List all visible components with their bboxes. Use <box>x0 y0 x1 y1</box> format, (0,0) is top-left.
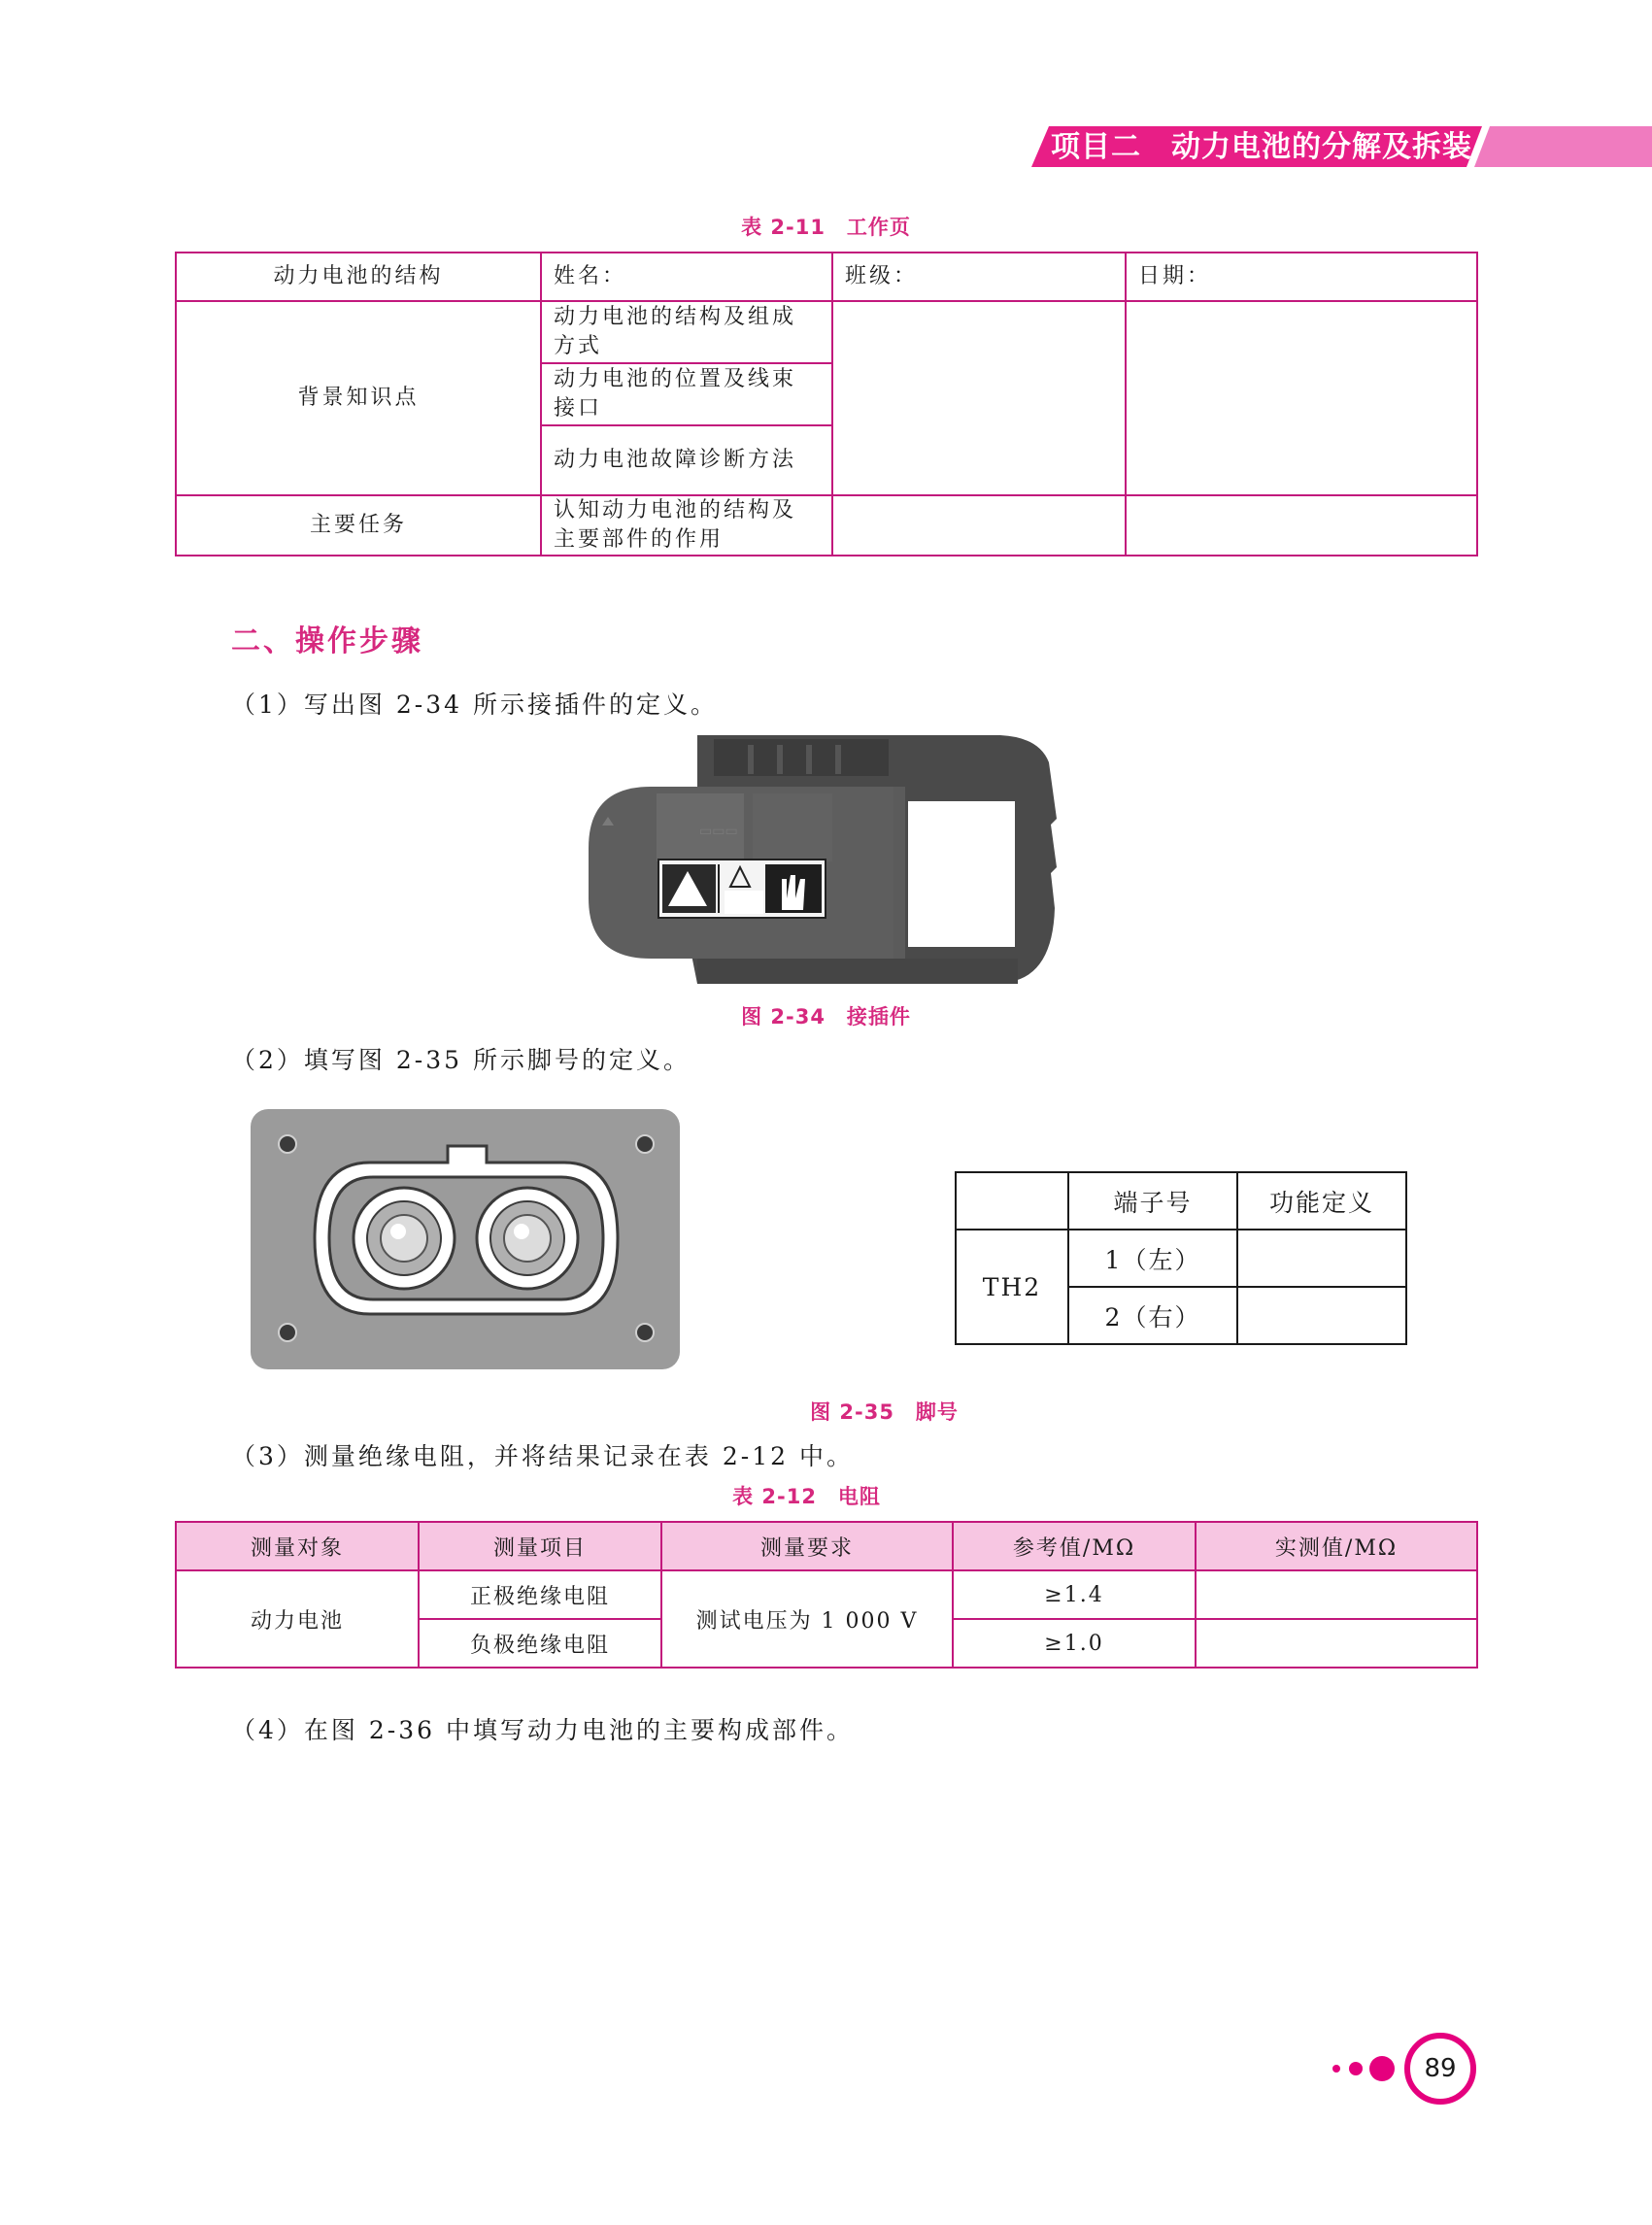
date-field-label[interactable]: 日期： <box>1126 253 1477 301</box>
resistance-header-item: 测量项目 <box>419 1522 661 1570</box>
pin-table-corner <box>956 1172 1068 1230</box>
background-item: 动力电池故障诊断方法 <box>541 425 832 495</box>
main-task-text: 认知动力电池的结构及主要部件的作用 <box>541 495 832 556</box>
measured-value-blank[interactable] <box>1196 1619 1477 1668</box>
worksheet-subject: 动力电池的结构 <box>176 253 541 301</box>
background-knowledge-label: 背景知识点 <box>176 301 541 495</box>
table-2-12-caption: 表 2-12 电阻 <box>732 1485 881 1508</box>
pin-definition-table <box>955 1171 1407 1345</box>
step-1: （1）写出图 2-34 所示接插件的定义。 <box>231 691 718 719</box>
project-banner <box>1031 126 1652 167</box>
step-3: （3）测量绝缘电阻，并将结果记录在表 2-12 中。 <box>231 1442 854 1470</box>
table-2-11-caption: 表 2-11 工作页 <box>741 216 911 239</box>
step-2: （2）填写图 2-35 所示脚号的定义。 <box>231 1046 691 1074</box>
figure-2-35-caption: 图 2-35 脚号 <box>810 1400 959 1424</box>
task-blank-cell[interactable] <box>1126 495 1477 556</box>
measured-value-blank[interactable] <box>1196 1570 1477 1619</box>
pin-table-connector-label: TH2 <box>956 1230 1068 1344</box>
class-field-label[interactable]: 班级： <box>832 253 1126 301</box>
worksheet-table <box>175 252 1478 556</box>
resistance-header-requirement: 测量要求 <box>661 1522 953 1570</box>
pin-function-blank[interactable] <box>1237 1287 1406 1344</box>
pin-diagram <box>249 1107 682 1371</box>
reference-value: ≥1.0 <box>953 1619 1196 1668</box>
main-task-label: 主要任务 <box>176 495 541 556</box>
project-title: 项目二 动力电池的分解及拆装 <box>1051 130 1472 164</box>
pin-number: 1（左） <box>1068 1230 1237 1287</box>
background-blank-cell[interactable] <box>1126 301 1477 495</box>
pin-function-blank[interactable] <box>1237 1230 1406 1287</box>
reference-value: ≥1.4 <box>953 1570 1196 1619</box>
resistance-header-object: 测量对象 <box>176 1522 419 1570</box>
svg-text:▭▭▭: ▭▭▭ <box>699 824 738 839</box>
measurement-item: 负极绝缘电阻 <box>419 1619 661 1668</box>
task-blank-cell[interactable] <box>832 495 1126 556</box>
background-item: 动力电池的位置及线束接口 <box>541 363 832 425</box>
pin-number: 2（右） <box>1068 1287 1237 1344</box>
background-item: 动力电池的结构及组成方式 <box>541 301 832 363</box>
section-title: 二、操作步骤 <box>231 624 423 658</box>
measurement-item: 正极绝缘电阻 <box>419 1570 661 1619</box>
name-field-label[interactable]: 姓名： <box>541 253 832 301</box>
measurement-requirement: 测试电压为 1 000 V <box>661 1570 953 1668</box>
pin-table-header-function: 功能定义 <box>1237 1172 1406 1230</box>
resistance-header-reference: 参考值/MΩ <box>953 1522 1196 1570</box>
step-4: （4）在图 2-36 中填写动力电池的主要构成部件。 <box>231 1716 854 1744</box>
resistance-header-measured: 实测值/MΩ <box>1196 1522 1477 1570</box>
resistance-table <box>175 1521 1478 1669</box>
connector-photo <box>583 733 1068 988</box>
background-blank-cell[interactable] <box>832 301 1126 495</box>
figure-2-34-caption: 图 2-34 接插件 <box>741 1005 911 1028</box>
pin-table-header-terminal: 端子号 <box>1068 1172 1237 1230</box>
measured-object: 动力电池 <box>176 1570 419 1668</box>
page-number: 89 <box>1424 2054 1457 2083</box>
